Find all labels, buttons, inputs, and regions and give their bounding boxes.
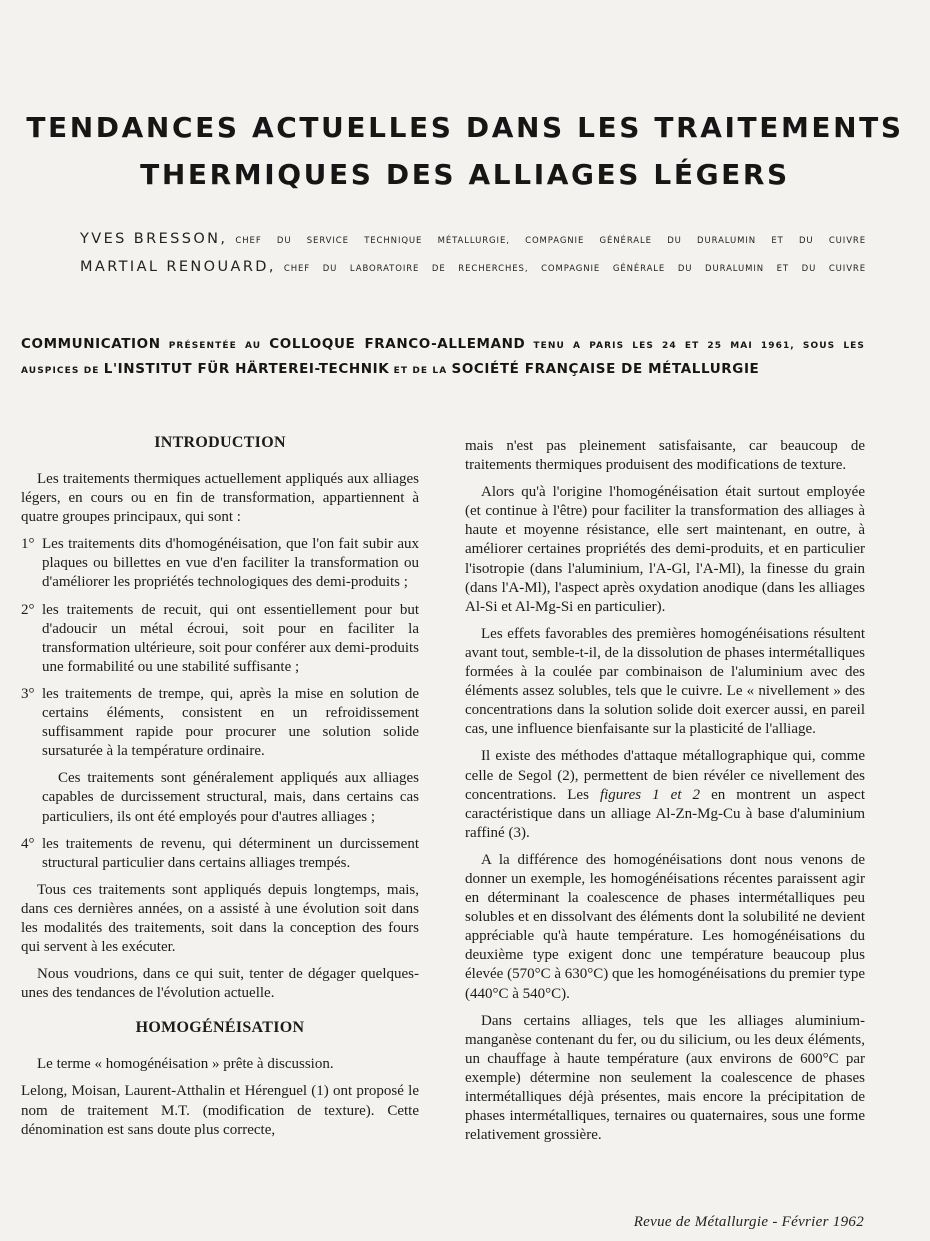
paragraph-effets: Les effets favorables des premières homogénéisations résultent avant tout, semble-t-il, de la dissolution de phases intermétalliques formées à la coulée par combinaison de l'aluminium avec des éléments assez solubles, tels que le cuivre. Le « nivellement » des concentrations dans la solution solide doit exercer aussi, en pareil cas, une influence bienfaisante sur la plasticité de l'alliage. (465, 625, 865, 738)
comm-part-6: ET DE LA (389, 366, 452, 376)
title-line-2: THERMIQUES DES ALLIAGES LÉGERS (140, 158, 790, 191)
paragraph-terme: Le terme « homogénéisation » prête à discussion. (37, 1056, 334, 1073)
author-1-name: YVES BRESSON, (80, 231, 228, 247)
comm-part-3: COLLOQUE FRANCO-ALLEMAND (269, 336, 526, 352)
paragraph-difference: A la différence des homogénéisations dont nous venons de donner un exemple, les homogénéisations récentes paraissent agir en déterminant la coalescence de phases intermétalliques peu solubles et en dissolvant des éléments dont la solubilité ne devient appréciable qu'à haute température. Les homogénéisations du deuxième type exigent donc une température beaucoup plus élevée (570°C à 630°C) que les homogénéisations du premier type (440°C à 540°C). (465, 851, 865, 1002)
comm-part-4: TENU A PARIS LES 24 ET 25 MAI 1961, SOUS LES AUSPICES DE (21, 341, 865, 376)
comm-part-1: COMMUNICATION (21, 336, 161, 352)
author-2-role: CHEF DU LABORATOIRE DE RECHERCHES, COMPAGNIE GÉNÉRALE DU DURALUMIN ET DU CUIVRE (283, 264, 866, 274)
list-item-3-number: 3° (21, 685, 35, 702)
journal-footer: Revue de Métallurgie - Février 1962 (633, 1214, 864, 1230)
comm-part-5: L'INSTITUT FÜR HÄRTEREI-TECHNIK (103, 361, 390, 377)
heading-introduction: INTRODUCTION (154, 434, 286, 451)
paragraph-existe-a: Il existe des méthodes d'attaque métallographique qui, comme celle de Segol (2), permettent de bien révéler ce nivellement des concentrations. Les (465, 748, 865, 803)
comm-part-7: SOCIÉTÉ FRANÇAISE DE MÉTALLURGIE (451, 361, 760, 377)
author-2 (80, 254, 866, 282)
intro-paragraph: Les traitements thermiques actuellement appliqués aux alliages légers, en cours ou en fin de transformation, appartiennent à quatre groupes principaux, qui sont : (21, 471, 419, 526)
author-1 (80, 226, 866, 254)
heading-homogeneisation: HOMOGÉNÉISATION (135, 1019, 305, 1037)
list-item-4-text: les traitements de revenu, qui déterminent un durcissement structural particulier dans certains alliages trempés. (42, 835, 419, 871)
paragraph-nous: Nous voudrions, dans ce qui suit, tenter de dégager quelques-unes des tendances de l'évolution actuelle. (21, 966, 419, 1002)
right-column (465, 437, 865, 1153)
author-list (80, 226, 866, 282)
left-column (21, 432, 419, 1148)
figure-reference: figures 1 et 2 (599, 786, 701, 803)
paragraph-existe-b: en montrent un aspect caractéristique dans un alliage Al-Zn-Mg-Cu à base d'aluminium raffiné (3). (465, 786, 866, 841)
list-item-1 (21, 535, 419, 592)
paragraph-dans: Dans certains alliages, tels que les alliages aluminium-manganèse contenant du fer, ou du silicium, ou les deux éléments, un chauffage à haute température (aux environs de 600°C par exemple) détermine non seulement la coalescence de phases intermétalliques déjà présentes, mais encore la précipitation de phases intermétalliques, ternaires ou quaternaires, sous une forme relativement grossière. (465, 1012, 865, 1144)
title-line-1: TENDANCES ACTUELLES DANS LES TRAITEMENTS (26, 111, 904, 144)
communication-note (21, 332, 865, 382)
list-item-3-text: les traitements de trempe, qui, après la mise en solution de certains éléments, consistent en un refroidissement suffisamment rapide pour procurer une solution solide sursaturée à la température ordinaire. (42, 685, 419, 760)
list-item-1-number: 1° (21, 536, 35, 553)
article-title (0, 104, 930, 198)
comm-part-2: PRÉSENTÉE AU (160, 341, 270, 351)
list-item-4 (21, 835, 419, 873)
paragraph-lelong: Lelong, Moisan, Laurent-Atthalin et Hérenguel (1) ont proposé le nom de traitement M.T. (modification de texture). Cette dénomination est sans doute plus correcte, (21, 1083, 419, 1138)
list-item-2 (21, 601, 419, 677)
author-2-name: MARTIAL RENOUARD, (80, 259, 276, 275)
list-item-2-text: les traitements de recuit, qui ont essentiellement pour but d'adoucir un métal écroui, soit pour en faciliter la transformation ultérieure, soit pour conférer aux demi-produits une formabilité ou une stabilité suffisante ; (42, 601, 419, 675)
paragraph-alors: Alors qu'à l'origine l'homogénéisation était surtout employée (et continue à l'être) pour faciliter la transformation des alliages à haute et moyenne résistance, elle sert maintenant, en outre, à améliorer certaines propriétés des demi-produits, et en particulier l'isotropie (dans l'aluminium, l'A-Gl, l'A-Ml), la finesse du grain (dans l'A-Ml), l'aspect après oxydation anodique (dans les alliages Al-Si et Al-Mg-Si en particulier). (465, 484, 865, 615)
author-1-role: CHEF DU SERVICE TECHNIQUE MÉTALLURGIE, COMPAGNIE GÉNÉRALE DU DURALUMIN ET DU CUIVRE (235, 236, 866, 246)
list-item-2-number: 2° (21, 601, 35, 618)
list-item-3-continuation: Ces traitements sont généralement appliqués aux alliages capables de durcissement structural, mais, dans certains cas particuliers, ils ont été employés pour d'autres alliages ; (42, 770, 419, 825)
list-item-1-text: Les traitements dits d'homogénéisation, que l'on fait subir aux plaques ou billettes en vue d'en faciliter la transformation ou d'améliorer les propriétés technologiques des demi-produits ; (42, 536, 419, 591)
paragraph-continuation: mais n'est pas pleinement satisfaisante, car beaucoup de traitements thermiques produisent des modifications de texture. (465, 438, 865, 474)
list-item-4-number: 4° (21, 835, 35, 852)
paragraph-tous: Tous ces traitements sont appliqués depuis longtemps, mais, dans ces dernières années, on a assisté à une évolution soit dans les modalités des traitements, soit dans la conception des fours qui servent à les exécuter. (21, 881, 419, 956)
list-item-3 (21, 685, 419, 761)
paragraph-existe (465, 747, 865, 842)
